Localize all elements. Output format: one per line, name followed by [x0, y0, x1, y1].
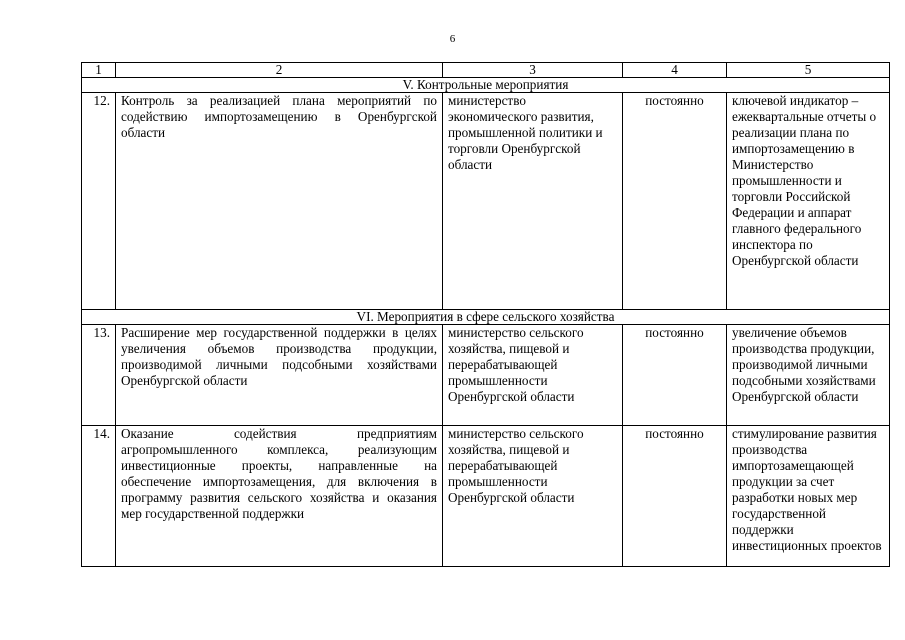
section-header-row [82, 310, 890, 325]
responsible-cell: министерство сельского хозяйства, пищевой и перерабатывающей промышленности Оренбургской области [443, 426, 623, 567]
table-row [82, 93, 890, 310]
section-title: V. Контрольные мероприятия [82, 78, 890, 93]
column-header: 2 [116, 63, 443, 78]
row-number: 12. [82, 93, 116, 310]
activity-cell: Расширение мер государственной поддержки в целях увеличения объемов производства продукции, производимой личными подсобными хозяйствами Оренбургской области [116, 325, 443, 426]
activity-cell: Контроль за реализацией плана мероприятий по содействию импортозамещению в Оренбургской области [116, 93, 443, 310]
table-row [82, 325, 890, 426]
action-plan-table [81, 62, 890, 567]
result-cell: ключевой индикатор – ежеквартальные отчеты о реализации плана по импортозамещению в Министерство промышленности и торговли Российской Федерации и аппарат главного федерального инспектора по Оренбургской области [727, 93, 890, 310]
term-cell: постоянно [623, 93, 727, 310]
column-header: 1 [82, 63, 116, 78]
activity-cell: Оказание содействия предприятиям агропромышленного комплекса, реализующим инвестиционные проекты, направленные на обеспечение импортозамещения, для включения в программу развития сельского хозяйства и оказания мер государственной поддержки [116, 426, 443, 567]
responsible-cell: министерство экономического развития, промышленной политики и торговли Оренбургской области [443, 93, 623, 310]
term-cell: постоянно [623, 325, 727, 426]
responsible-cell: министерство сельского хозяйства, пищевой и перерабатывающей промышленности Оренбургской области [443, 325, 623, 426]
term-cell: постоянно [623, 426, 727, 567]
page-number: 6 [449, 33, 456, 45]
result-cell: стимулирование развития производства импортозамещающей продукции за счет разработки новых мер государственной поддержки инвестиционных проектов [727, 426, 890, 567]
column-header: 3 [443, 63, 623, 78]
result-cell: увеличение объемов производства продукции, производимой личными подсобными хозяйствами Оренбургской области [727, 325, 890, 426]
column-header: 4 [623, 63, 727, 78]
table-row [82, 426, 890, 567]
section-title: VI. Мероприятия в сфере сельского хозяйства [82, 310, 890, 325]
column-number-row [82, 63, 890, 78]
section-header-row [82, 78, 890, 93]
row-number: 14. [82, 426, 116, 567]
column-header: 5 [727, 63, 890, 78]
row-number: 13. [82, 325, 116, 426]
